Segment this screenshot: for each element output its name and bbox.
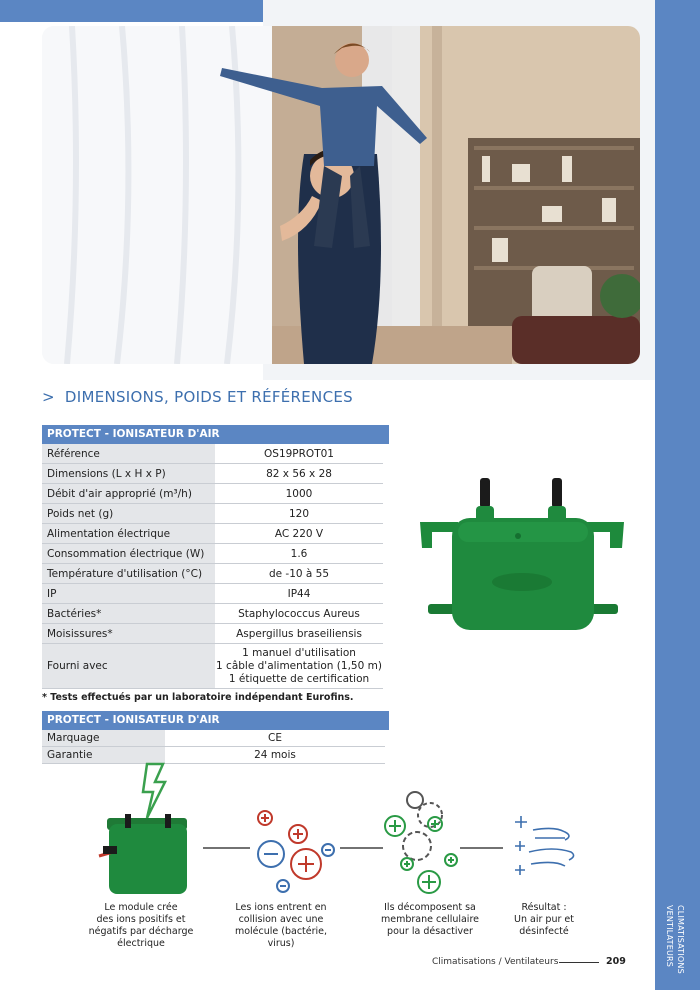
row-key: Alimentation électrique	[42, 524, 215, 544]
footnote: * Tests effectués par un laboratoire indépendant Eurofins.	[42, 692, 354, 703]
row-key: Débit d'air approprié (m³/h)	[42, 484, 215, 504]
table-row	[42, 504, 383, 524]
row-key: Moisissures*	[42, 624, 215, 644]
row-key: Marquage	[42, 730, 165, 747]
table-row	[42, 524, 383, 544]
table-row	[42, 484, 383, 504]
step-4-label: Résultat : Un air pur et désinfecté	[514, 902, 574, 937]
step-2-label: Les ions entrent en collision avec une molécule (bactérie, virus)	[234, 902, 328, 949]
section-title: > DIMENSIONS, POIDS ET RÉFÉRENCES	[42, 388, 353, 406]
row-key: IP	[42, 584, 215, 604]
row-value: de -10 à 55	[215, 564, 383, 584]
table-row	[42, 604, 383, 624]
bacteria-breakdown-icon	[385, 792, 457, 893]
clean-air-icon	[515, 816, 574, 875]
ionizer-device-icon	[99, 764, 187, 894]
footer-divider	[559, 962, 599, 963]
row-key: Garantie	[42, 747, 165, 764]
footer-category: Climatisations / Ventilateurs	[432, 957, 559, 967]
process-diagram	[95, 760, 585, 900]
row-key: Consommation électrique (W)	[42, 544, 215, 564]
row-value: 1.6	[215, 544, 383, 564]
row-value: 1000	[215, 484, 383, 504]
row-key: Référence	[42, 444, 215, 464]
ionizer-product-image	[418, 470, 630, 640]
ions-collision-icon	[258, 811, 334, 892]
side-category-label: CLIMATISATIONS VENTILATEURS	[665, 905, 685, 974]
step-3-label: Ils décomposent sa membrane cellulaire pour la désactiver	[380, 902, 479, 937]
top-accent-strip	[0, 0, 263, 22]
row-value: AC 220 V	[215, 524, 383, 544]
row-key: Fourni avec	[42, 644, 215, 689]
table-row	[42, 584, 383, 604]
row-value: IP44	[215, 584, 383, 604]
row-value: 82 x 56 x 28	[215, 464, 383, 484]
page-number: 209	[606, 956, 626, 967]
table-row	[42, 730, 385, 747]
table-row	[42, 544, 383, 564]
table1-header: PROTECT - IONISATEUR D'AIR	[42, 425, 389, 444]
table-row	[42, 624, 383, 644]
row-key: Bactéries*	[42, 604, 215, 624]
row-value: OS19PROT01	[215, 444, 383, 464]
spec-table	[42, 444, 383, 689]
row-key: Température d'utilisation (°C)	[42, 564, 215, 584]
spec-table-2	[42, 730, 385, 764]
row-value: Aspergillus braseiliensis	[215, 624, 383, 644]
chevron-right-icon: >	[42, 388, 55, 406]
row-value: 1 manuel d'utilisation 1 câble d'alimentation (1,50 m) 1 étiquette de certification	[215, 644, 383, 689]
row-key: Dimensions (L x H x P)	[42, 464, 215, 484]
table-row	[42, 644, 383, 689]
row-key: Poids net (g)	[42, 504, 215, 524]
hero-photo	[42, 26, 640, 364]
table-row	[42, 444, 383, 464]
side-band	[655, 0, 700, 990]
row-value: CE	[165, 730, 385, 747]
table-row	[42, 564, 383, 584]
step-1-label: Le module crée des ions positifs et négatifs par décharge électrique	[88, 902, 194, 949]
row-value: 24 mois	[165, 747, 385, 764]
row-value: Staphylococcus Aureus	[215, 604, 383, 624]
row-value: 120	[215, 504, 383, 524]
table2-header: PROTECT - IONISATEUR D'AIR	[42, 711, 389, 730]
table-row	[42, 464, 383, 484]
